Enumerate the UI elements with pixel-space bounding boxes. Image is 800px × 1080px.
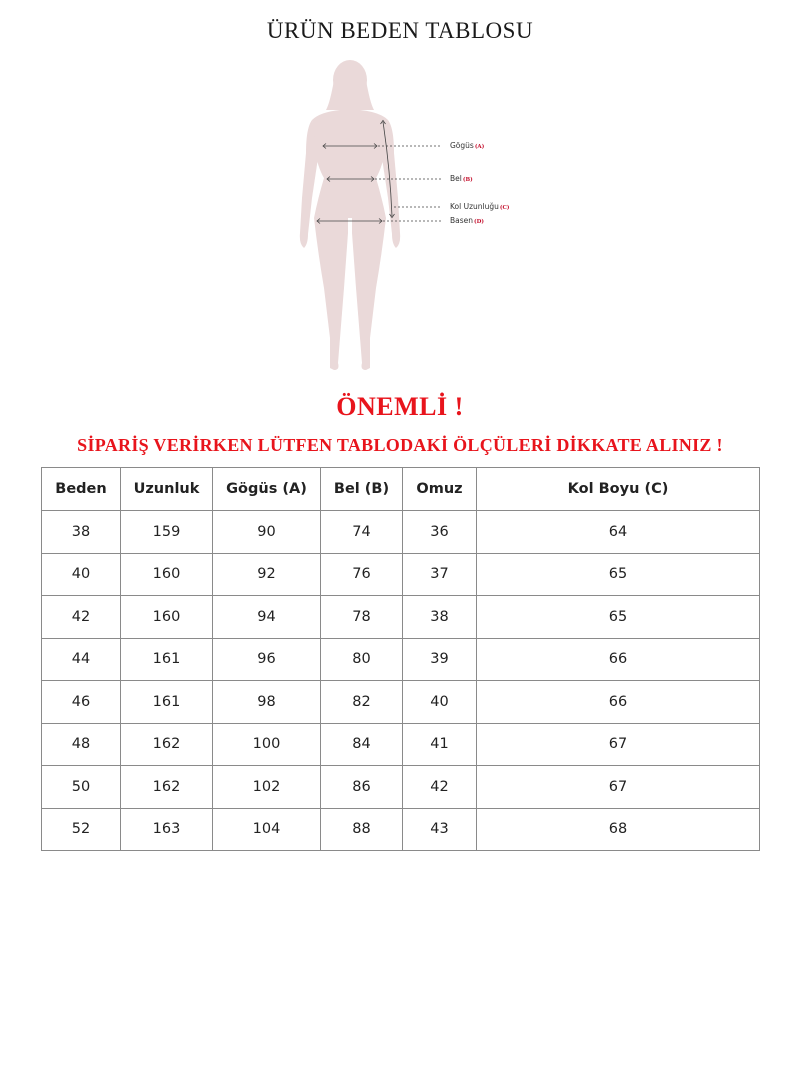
important-heading: ÖNEMLİ ! [336,392,464,421]
table-row [42,596,760,639]
table-row [42,511,760,554]
cell-waist: 84 [321,723,403,766]
cell-waist: 80 [321,638,403,681]
cell-shoulder: 39 [403,638,477,681]
sleeve-length-label: Kol Uzunluğu(C) [450,202,510,211]
header-waist: Bel (B) [321,468,403,511]
table-row [42,766,760,809]
cell-waist: 86 [321,766,403,809]
cell-length: 163 [121,808,213,851]
hip-label: Basen(D) [450,216,485,225]
cell-chest: 98 [213,681,321,724]
header-chest: Gögüs (A) [213,468,321,511]
cell-size: 52 [42,808,121,851]
header-shoulder: Omuz [403,468,477,511]
cell-chest: 94 [213,596,321,639]
cell-length: 159 [121,511,213,554]
cell-chest: 92 [213,553,321,596]
chest-label: Gögüs(A) [450,141,485,150]
header-size: Beden [42,468,121,511]
cell-shoulder: 42 [403,766,477,809]
cell-size: 40 [42,553,121,596]
cell-length: 160 [121,596,213,639]
cell-waist: 76 [321,553,403,596]
cell-length: 161 [121,638,213,681]
cell-size: 50 [42,766,121,809]
waist-label: Bel(B) [450,174,473,183]
table-row [42,808,760,851]
cell-sleeve-length: 65 [477,596,760,639]
cell-shoulder: 40 [403,681,477,724]
cell-sleeve-length: 68 [477,808,760,851]
cell-chest: 90 [213,511,321,554]
cell-size: 42 [42,596,121,639]
cell-length: 162 [121,766,213,809]
order-notice: SİPARİŞ VERİRKEN LÜTFEN TABLODAKİ ÖLÇÜLERİ DİKKATE ALINIZ ! [77,435,723,455]
cell-waist: 82 [321,681,403,724]
page-title: ÜRÜN BEDEN TABLOSU [266,18,534,43]
cell-size: 38 [42,511,121,554]
cell-length: 161 [121,681,213,724]
cell-size: 46 [42,681,121,724]
cell-chest: 96 [213,638,321,681]
cell-shoulder: 37 [403,553,477,596]
body-measurement-figure [290,58,530,378]
cell-sleeve-length: 66 [477,681,760,724]
cell-sleeve-length: 66 [477,638,760,681]
cell-waist: 74 [321,511,403,554]
body-silhouette [300,60,400,370]
table-row [42,723,760,766]
cell-sleeve-length: 67 [477,766,760,809]
cell-sleeve-length: 64 [477,511,760,554]
measurement-labels [450,141,510,225]
cell-shoulder: 38 [403,596,477,639]
table-row [42,553,760,596]
cell-shoulder: 41 [403,723,477,766]
cell-chest: 102 [213,766,321,809]
cell-size: 44 [42,638,121,681]
cell-chest: 104 [213,808,321,851]
cell-length: 162 [121,723,213,766]
cell-sleeve-length: 65 [477,553,760,596]
cell-length: 160 [121,553,213,596]
cell-chest: 100 [213,723,321,766]
cell-sleeve-length: 67 [477,723,760,766]
cell-shoulder: 36 [403,511,477,554]
header-sleeve-length: Kol Boyu (C) [477,468,760,511]
size-chart-table [41,467,760,851]
cell-waist: 88 [321,808,403,851]
table-header-row [42,468,760,511]
cell-waist: 78 [321,596,403,639]
header-length: Uzunluk [121,468,213,511]
cell-shoulder: 43 [403,808,477,851]
table-row [42,681,760,724]
table-row [42,638,760,681]
body-silhouette-illustration [290,58,530,378]
cell-size: 48 [42,723,121,766]
